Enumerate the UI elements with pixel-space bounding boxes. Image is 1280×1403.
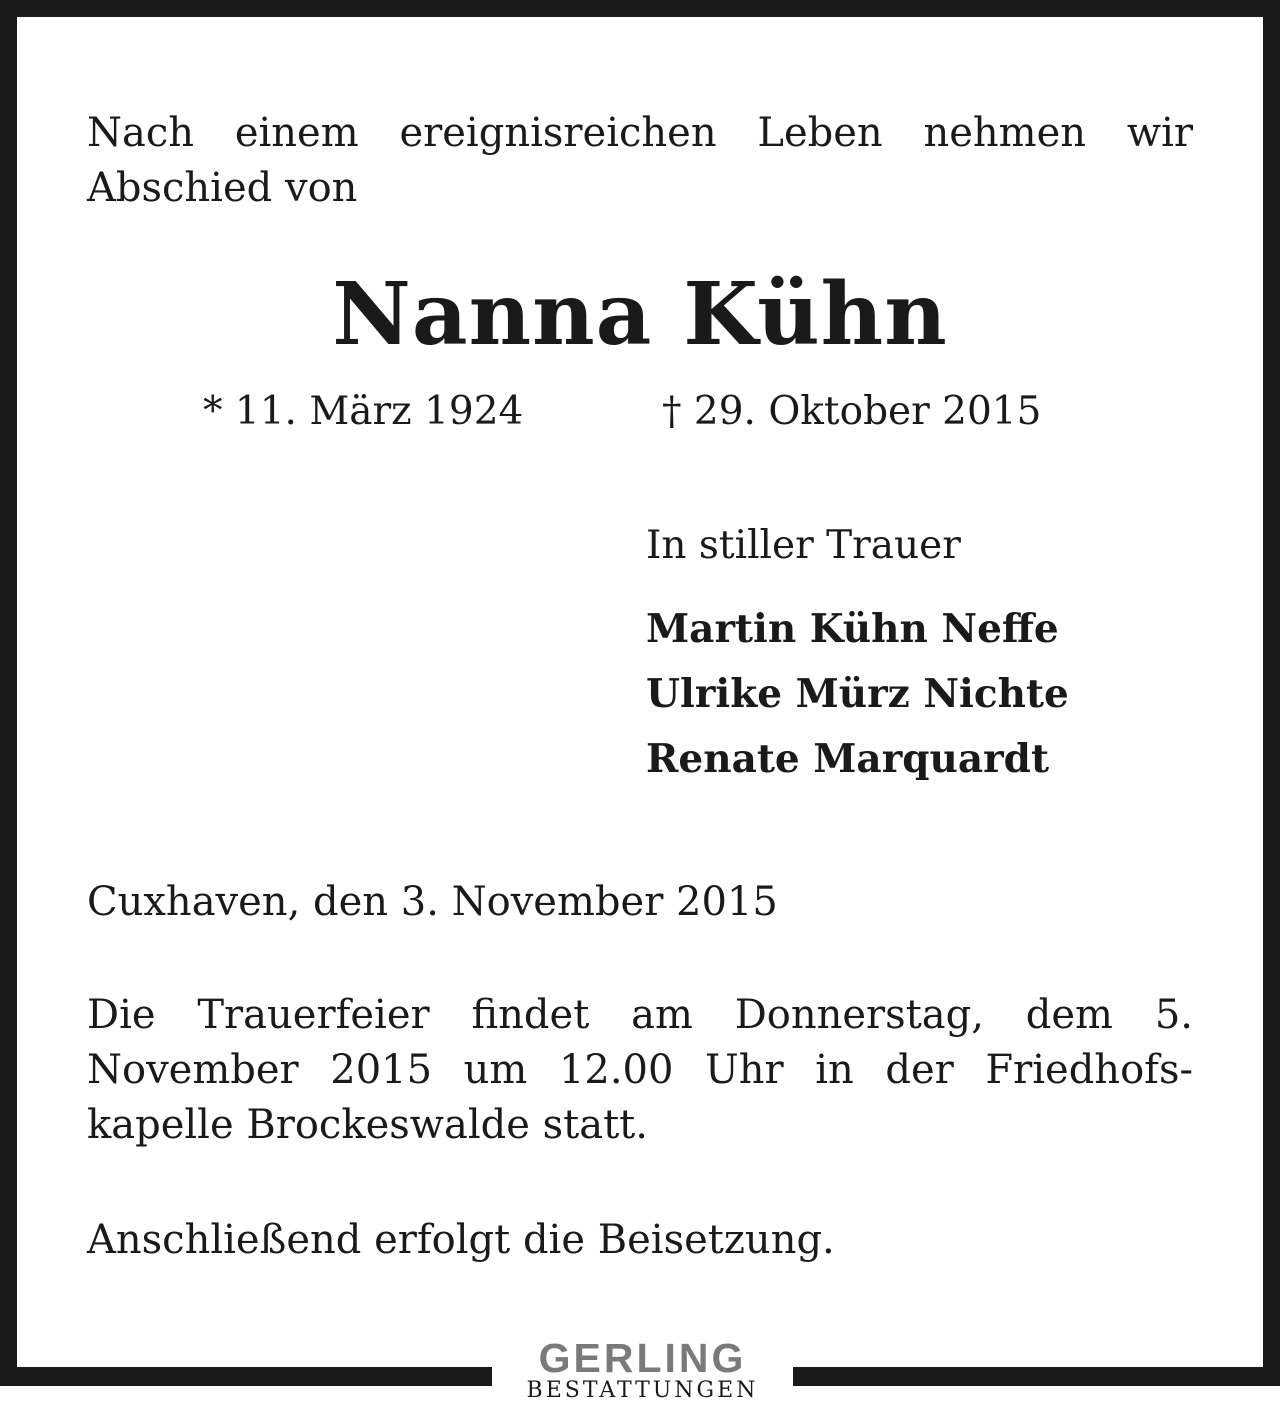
mourner-name: Martin Kühn Neffe xyxy=(646,606,1059,652)
mourner-name: Renate Marquardt xyxy=(646,736,1049,782)
birth-date: * 11. März 1924 xyxy=(203,389,524,434)
burial-text: Anschließend erfolgt die Beisetzung. xyxy=(87,1217,835,1263)
bottom-rule-left xyxy=(0,1367,492,1386)
bottom-rule-right xyxy=(793,1367,1280,1386)
place-date: Cuxhaven, den 3. November 2015 xyxy=(87,879,778,925)
mourner-name: Ulrike Mürz Nichte xyxy=(646,671,1069,717)
logo-subtitle: BESTATTUNGEN xyxy=(526,1378,759,1403)
mourners-block xyxy=(646,521,1206,792)
death-date: † 29. Oktober 2015 xyxy=(662,389,1042,434)
funeral-home-logo xyxy=(492,1335,793,1403)
ceremony-text: Die Trauerfeier findet am Donnerstag, dem 5. November 2015 um 12.00 Uhr in der Friedhofskapelle Brockeswalde statt. xyxy=(87,992,1193,1148)
mourning-heading: In stiller Trauer xyxy=(646,523,961,568)
intro-text: Nach einem ereignisreichen Leben nehmen wir Abschied von xyxy=(87,110,1193,211)
logo-name: GERLING xyxy=(538,1335,747,1381)
deceased-name: Nanna Kühn xyxy=(332,264,948,365)
